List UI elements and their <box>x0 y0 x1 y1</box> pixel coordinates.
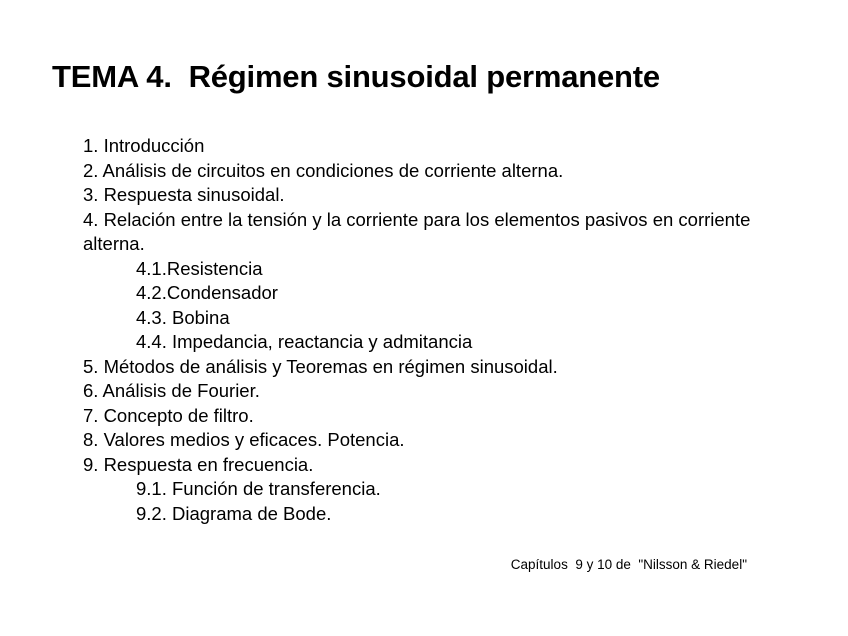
slide-title: TEMA 4. Régimen sinusoidal permanente <box>52 59 660 94</box>
toc-subitem-9-1: 9.1. Función de transferencia. <box>136 478 381 499</box>
toc-item-9: 9. Respuesta en frecuencia. <box>83 453 314 475</box>
toc-item-6: 6. Análisis de Fourier. <box>83 380 260 401</box>
toc-item-8: 8. Valores medios y eficaces. Potencia. <box>83 429 405 450</box>
toc-item-7: 7. Concepto de filtro. <box>83 404 254 426</box>
bibliography-reference: Capítulos 9 y 10 de "Nilsson & Riedel" <box>510 557 747 572</box>
toc-item-1: 1. Introducción <box>83 135 205 156</box>
toc-item-4: 4. Relación entre la tensión y la corriente para los elementos pasivos en corriente alterna. <box>83 208 751 254</box>
toc-subitem-4-1: 4.1.Resistencia <box>136 257 263 279</box>
toc-item-5: 5. Métodos de análisis y Teoremas en régimen sinusoidal. <box>83 355 558 377</box>
toc-subitem-4-3: 4.3. Bobina <box>136 306 230 328</box>
toc-item-3: 3. Respuesta sinusoidal. <box>83 184 285 205</box>
toc-subitem-4-4: 4.4. Impedancia, reactancia y admitancia <box>136 331 473 352</box>
toc-subitem-9-2: 9.2. Diagrama de Bode. <box>136 502 332 524</box>
table-of-contents <box>83 134 763 526</box>
toc-item-2: 2. Análisis de circuitos en condiciones de corriente alterna. <box>83 159 564 181</box>
toc-subitem-4-2: 4.2.Condensador <box>136 282 278 303</box>
